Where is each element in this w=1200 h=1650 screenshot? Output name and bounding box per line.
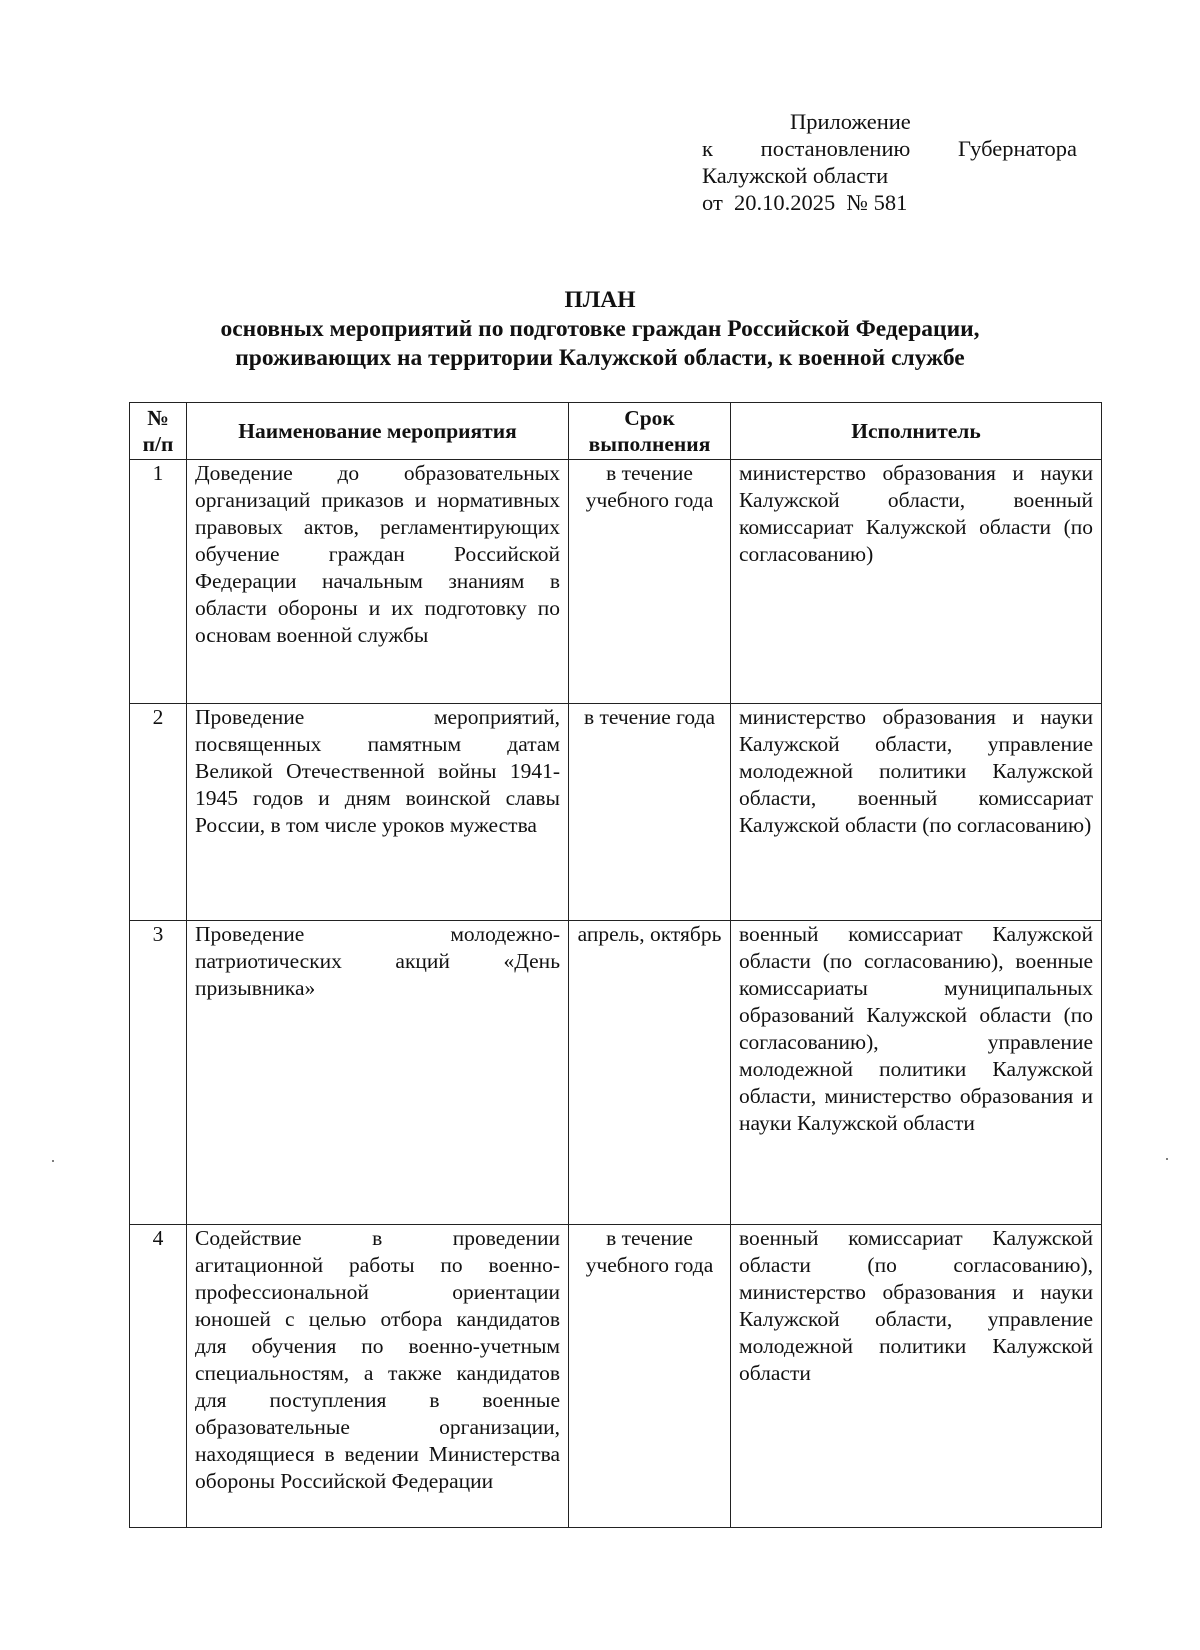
table-header-row [130,403,1102,460]
row-event-name: Проведение мероприятий, посвященных памятным датам Великой Отечественной войны 1941-1945 годов и дням воинской славы России, в том числе уроков мужества [187,704,569,921]
title-line-1: ПЛАН [564,287,636,313]
appendix-word: постановлению [760,136,911,161]
header-num: № п/п [130,403,187,460]
row-num: 2 [130,704,187,921]
row-event-name: Содействие в проведении агитационной работы по военно-профессиональной ориентации юношей с целью отбора кандидатов для обучения по военно-учетным специальностям, а также кандидатов для поступления в военные образовательные организации, находящиеся в ведении Министерства обороны Российской Федерации [187,1225,569,1528]
row-num: 1 [130,460,187,704]
row-term: в течение учебного года [569,460,731,704]
row-term: апрель, октябрь [569,921,731,1225]
scan-speck [1166,1158,1168,1160]
table-row [130,704,1102,921]
appendix-word: Губернатора [958,136,1077,161]
table-row [130,1225,1102,1528]
title-line-2: основных мероприятий по подготовке граждан Российской Федерации, [220,316,980,342]
row-num: 3 [130,921,187,1225]
table-row [130,921,1102,1225]
appendix-title: Приложение [790,109,911,134]
header-executor: Исполнитель [731,403,1102,460]
plan-table [129,402,1102,1528]
header-name: Наименование мероприятия [187,403,569,460]
row-term: в течение года [569,704,731,921]
row-executor: министерство образования и науки Калужской области, управление молодежной политики Калужской области, военный комиссариат Калужской области (по согласованию) [731,704,1102,921]
row-event-name: Доведение до образовательных организаций приказов и нормативных правовых актов, регламентирующих обучение граждан Российской Федерации начальным знаниям в области обороны и их подготовку по основам военной службы [187,460,569,704]
scan-speck [52,1160,54,1162]
row-executor: военный комиссариат Калужской области (по согласованию), министерство образования и науки Калужской области, управление молодежной политики Калужской области [731,1225,1102,1528]
table-row [130,460,1102,704]
title-line-3: проживающих на территории Калужской области, к военной службе [235,345,965,371]
row-num: 4 [130,1225,187,1528]
row-executor: военный комиссариат Калужской области (по согласованию), военные комиссариаты муниципальных образований Калужской области (по согласованию), управление молодежной политики Калужской области, министерство образования и науки Калужской области [731,921,1102,1225]
row-event-name: Проведение молодежно-патриотических акций «День призывника» [187,921,569,1225]
appendix-region: Калужской области [702,163,889,188]
appendix-block [702,108,1082,216]
document-title [100,286,1100,373]
appendix-line-2 [702,135,1077,162]
appendix-date-number: от 20.10.2025 № 581 [702,190,908,215]
header-term: Срок выполнения [569,403,731,460]
appendix-word: к [702,136,713,161]
row-term: в течение учебного года [569,1225,731,1528]
row-executor: министерство образования и науки Калужской области, военный комиссариат Калужской области (по согласованию) [731,460,1102,704]
